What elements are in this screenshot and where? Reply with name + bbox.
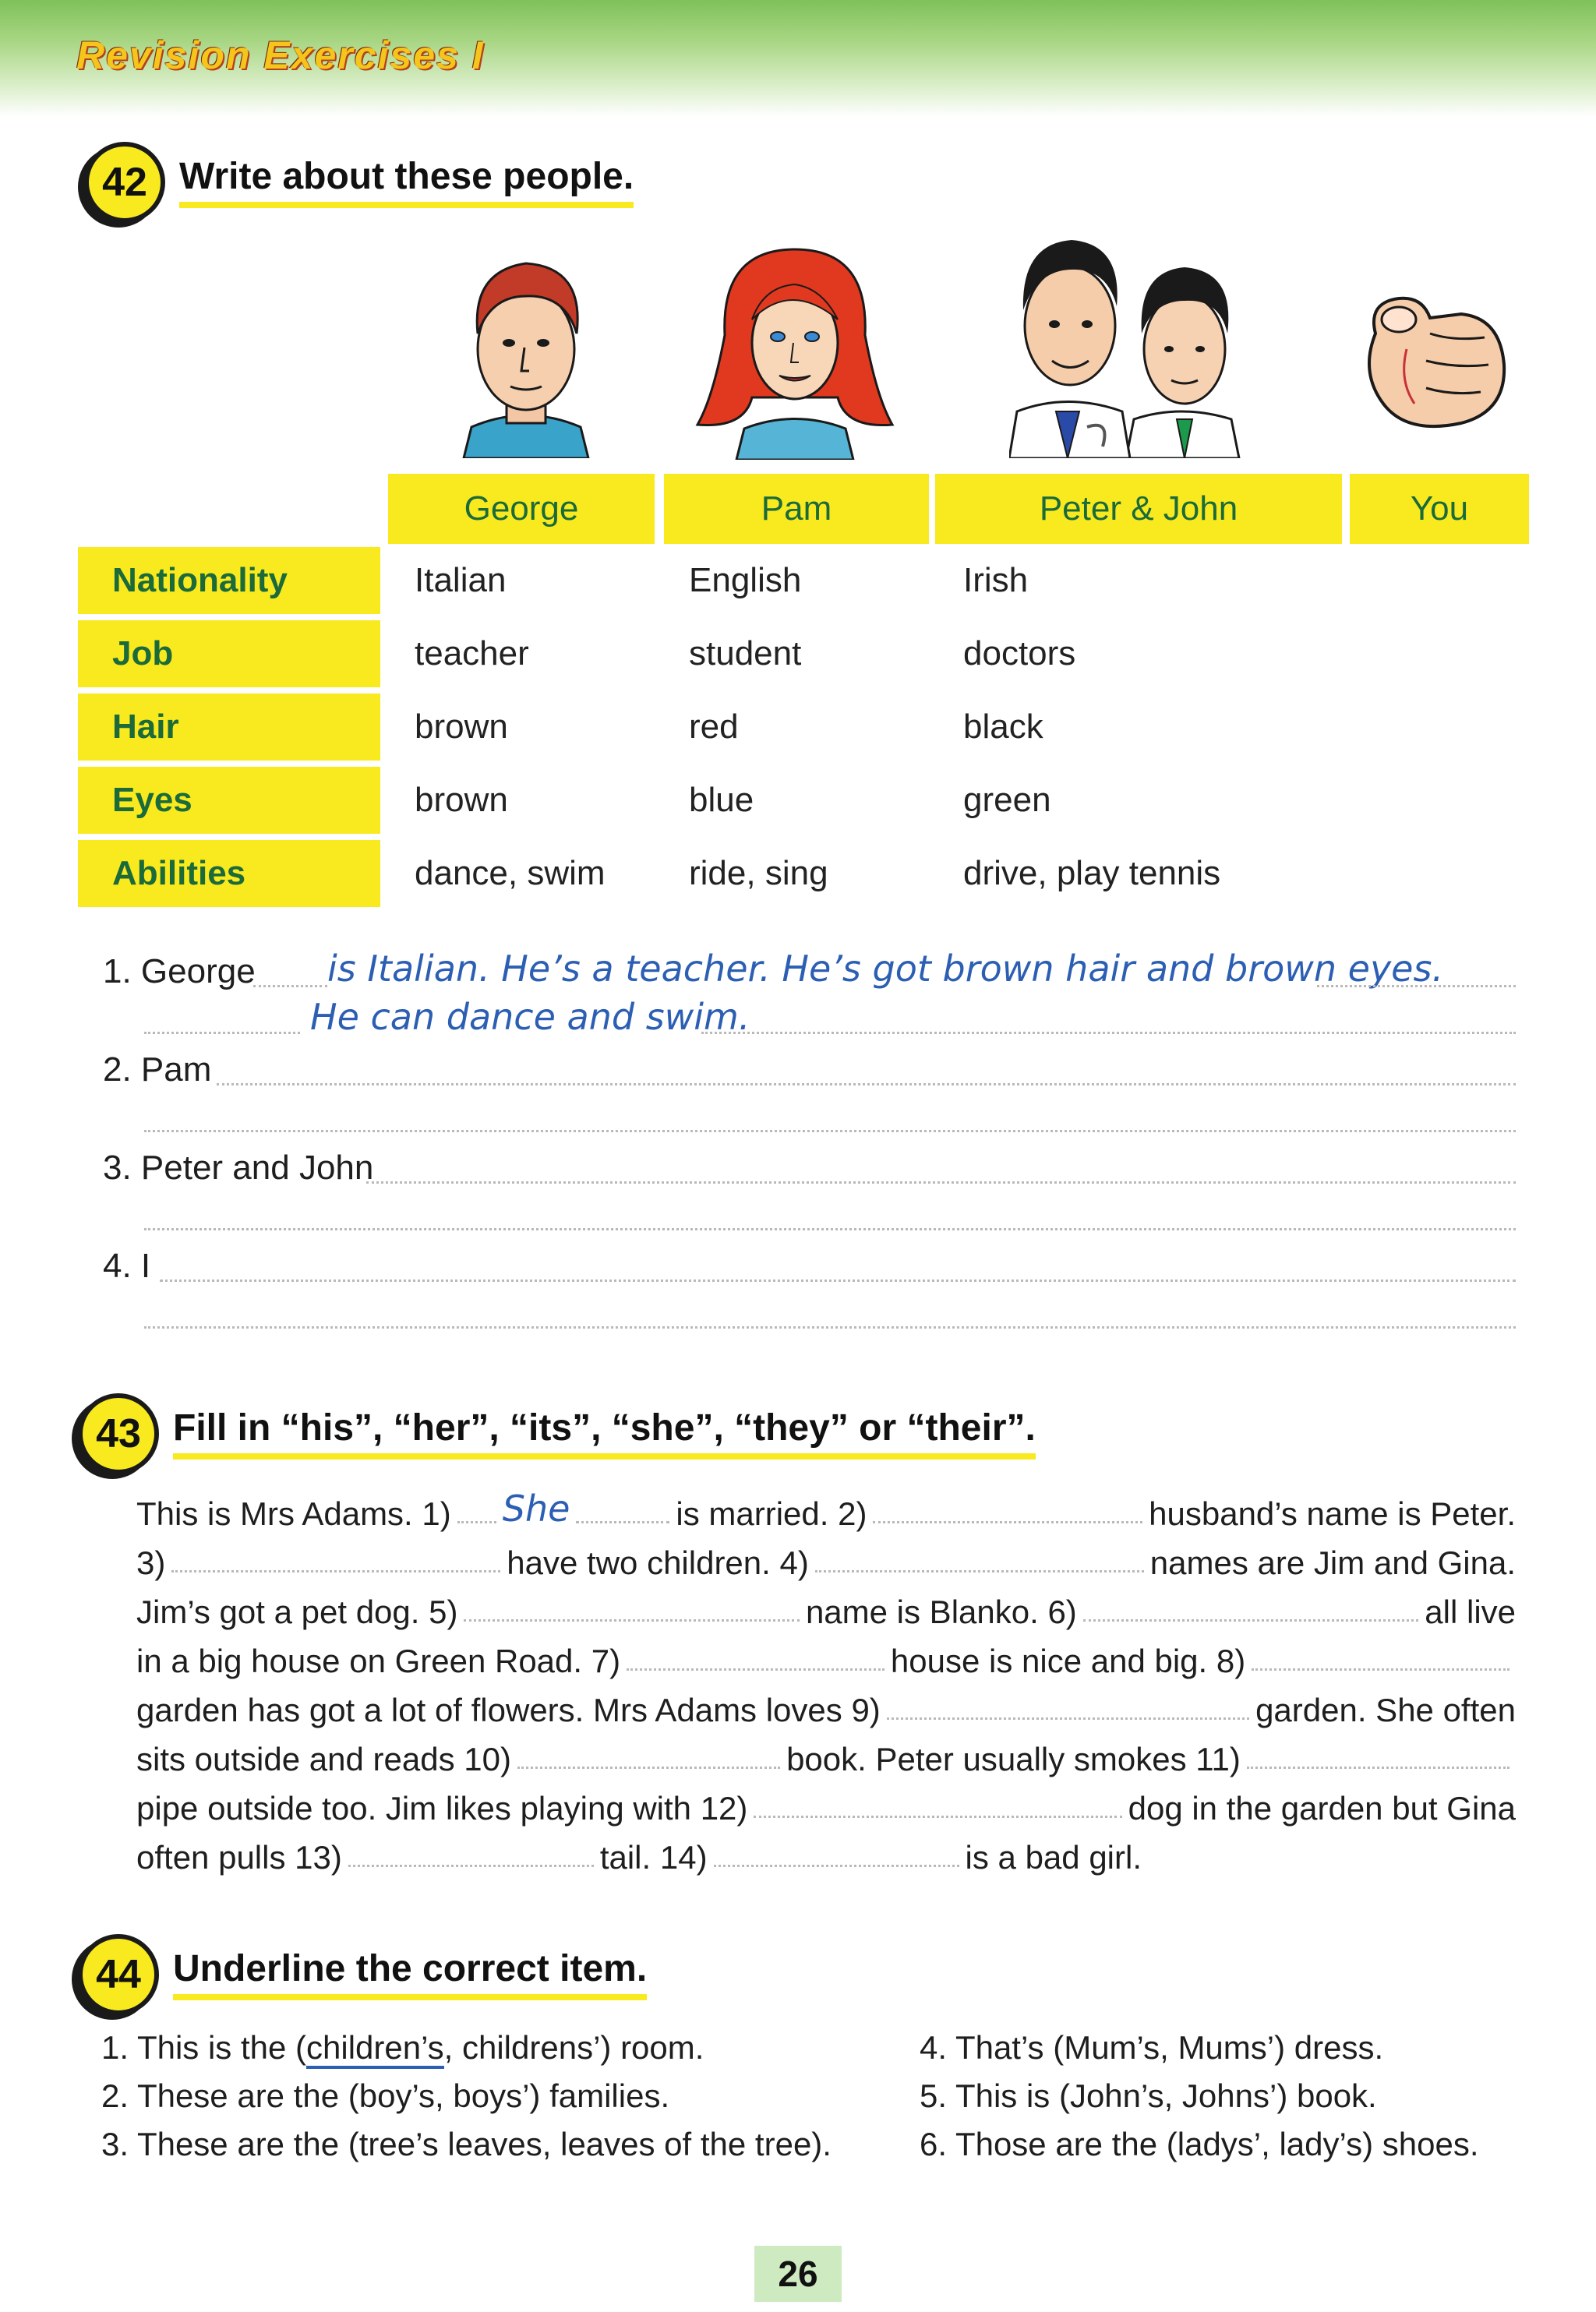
- cell-pam-eyes: blue: [689, 781, 754, 819]
- col-head-george: George: [388, 474, 655, 544]
- ex43-text: garden has got a lot of flowers. Mrs Adams loves 9): [136, 1692, 881, 1728]
- col-head-pam: Pam: [664, 474, 929, 544]
- ex44-instruction: Underline the correct item.: [173, 1949, 647, 2001]
- ex42-item-1-answer-2: He can dance and swim.: [310, 996, 750, 1038]
- cell-george-hair: brown: [415, 708, 508, 746]
- row-head-hair: Hair: [78, 694, 380, 761]
- writing-line: [144, 1326, 1516, 1329]
- cell-peter-john-eyes: green: [963, 781, 1051, 819]
- cell-george-eyes: brown: [415, 781, 508, 819]
- ex43-blank-11: [1247, 1759, 1509, 1769]
- cell-pam-nationality: English: [689, 561, 802, 599]
- writing-line: [366, 1181, 1516, 1184]
- row-head-nationality: Nationality: [78, 547, 380, 614]
- writing-line: [1317, 985, 1516, 987]
- writing-line: [253, 985, 327, 987]
- ex43-text: dog in the garden but Gina: [1128, 1790, 1516, 1827]
- ex44-item-1: [101, 2029, 704, 2067]
- ex43-line-6: [136, 1730, 1516, 1778]
- ex43-instruction: Fill in “his”, “her”, “its”, “she”, “they” or “their”.: [173, 1408, 1036, 1460]
- cell-pam-abilities: ride, sing: [689, 854, 828, 892]
- writing-line: [144, 1228, 1516, 1230]
- ex43-blank-14: [714, 1857, 959, 1867]
- ex43-line-5: [136, 1681, 1516, 1729]
- ex43-blank-6: [1083, 1611, 1419, 1622]
- ex43-text: 3): [136, 1544, 166, 1581]
- ex42-instruction: Write about these people.: [179, 157, 634, 209]
- row-head-job: Job: [78, 620, 380, 687]
- ex43-text: Jim’s got a pet dog. 5): [136, 1594, 458, 1630]
- ex44-item-1-post: , childrens’) room.: [443, 2029, 704, 2066]
- ex43-line-8: [136, 1828, 1142, 1876]
- ex43-text: is a bad girl.: [965, 1839, 1142, 1876]
- ex43-blank-9: [887, 1710, 1249, 1720]
- ex43-text: pipe outside too. Jim likes playing with 12): [136, 1790, 748, 1827]
- ex42-item-4-label: 4. I: [103, 1247, 151, 1285]
- ex43-blank-13: [348, 1857, 594, 1867]
- ex43-text: name is Blanko. 6): [805, 1594, 1077, 1630]
- cell-pam-job: student: [689, 634, 802, 672]
- ex43-blank-1-tail: [576, 1513, 669, 1523]
- col-head-you: You: [1350, 474, 1529, 544]
- george-portrait-icon: [448, 248, 604, 458]
- cell-peter-john-nationality: Irish: [963, 561, 1029, 599]
- ex42-item-3-label: 3. Peter and John: [103, 1149, 374, 1187]
- ex44-item-1-pre: 1. This is the (: [101, 2029, 306, 2066]
- ex43-text: book. Peter usually smokes 11): [786, 1741, 1241, 1777]
- ex43-blank-12: [754, 1808, 1121, 1818]
- ex43-line-3: [136, 1583, 1516, 1631]
- ex43-blank-3: [171, 1562, 500, 1573]
- ex42-item-1-answer: is Italian. He’s a teacher. He’s got brown hair and brown eyes.: [327, 948, 1444, 990]
- writing-line: [160, 1280, 1516, 1282]
- ex43-text: sits outside and reads 10): [136, 1741, 511, 1777]
- ex43-number-badge: 43: [78, 1393, 159, 1474]
- ex43-text: This is Mrs Adams. 1): [136, 1495, 451, 1532]
- ex42-title: [84, 142, 634, 223]
- cell-peter-john-job: doctors: [963, 634, 1076, 672]
- row-head-abilities: Abilities: [78, 840, 380, 907]
- cell-peter-john-abilities: drive, play tennis: [963, 854, 1221, 892]
- ex43-line-2: [136, 1534, 1516, 1582]
- ex42-number-badge: 42: [84, 142, 165, 223]
- writing-line: [144, 1032, 300, 1034]
- ex43-text: husband’s name is Peter.: [1149, 1495, 1516, 1532]
- ex43-text: is married. 2): [676, 1495, 867, 1532]
- cell-george-job: teacher: [415, 634, 529, 672]
- ex43-example-answer: She: [502, 1488, 570, 1530]
- writing-line: [701, 1032, 1516, 1034]
- ex43-line-7: [136, 1779, 1516, 1827]
- ex44-item-6: 6. Those are the (ladys’, lady’s) shoes.: [920, 2126, 1479, 2162]
- pointing-hand-icon: [1352, 287, 1516, 435]
- writing-line: [217, 1083, 1516, 1085]
- ex43-line-4: [136, 1632, 1516, 1680]
- ex43-text: tail. 14): [599, 1839, 708, 1876]
- ex43-text: have two children. 4): [507, 1544, 809, 1581]
- ex44-item-4: 4. That’s (Mum’s, Mums’) dress.: [920, 2029, 1384, 2066]
- peter-john-portrait-icon: [1009, 232, 1243, 458]
- ex43-blank-7: [627, 1661, 885, 1671]
- ex43-blank-5: [464, 1611, 800, 1622]
- ex43-text: house is nice and big. 8): [890, 1643, 1246, 1679]
- ex42-item-2-label: 2. Pam: [103, 1050, 212, 1089]
- row-head-eyes: Eyes: [78, 767, 380, 834]
- ex43-text: in a big house on Green Road. 7): [136, 1643, 621, 1679]
- ex44-item-5: 5. This is (John’s, Johns’) book.: [920, 2077, 1377, 2114]
- ex44-title: [78, 1934, 647, 2015]
- ex43-blank-4: [815, 1562, 1144, 1573]
- pam-portrait-icon: [690, 242, 900, 460]
- cell-peter-john-hair: black: [963, 708, 1043, 746]
- cell-pam-hair: red: [689, 708, 739, 746]
- ex43-title: [78, 1393, 1036, 1474]
- ex43-text: garden. She often: [1255, 1692, 1516, 1728]
- cell-george-nationality: Italian: [415, 561, 507, 599]
- running-title: Revision Exercises I: [76, 34, 485, 77]
- ex44-item-3: 3. These are the (tree’s leaves, leaves of the tree).: [101, 2126, 832, 2162]
- ex44-item-2: 2. These are the (boy’s, boys’) families.: [101, 2077, 670, 2114]
- ex43-text: often pulls 13): [136, 1839, 342, 1876]
- ex43-text: all live: [1425, 1594, 1517, 1630]
- ex43-blank-10: [517, 1759, 780, 1769]
- writing-line: [144, 1130, 1516, 1132]
- ex43-blank-1: [457, 1513, 496, 1523]
- ex43-blank-8: [1252, 1661, 1509, 1671]
- ex43-blank-2: [873, 1513, 1142, 1523]
- page-number: 26: [754, 2246, 842, 2302]
- ex43-text: names are Jim and Gina.: [1149, 1544, 1516, 1581]
- cell-george-abilities: dance, swim: [415, 854, 606, 892]
- ex44-item-1-underlined: children’s: [306, 2029, 444, 2069]
- ex43-line-1: [136, 1484, 1516, 1533]
- ex44-number-badge: 44: [78, 1934, 159, 2015]
- col-head-peter-john: Peter & John: [935, 474, 1342, 544]
- ex42-item-1-label: 1. George: [103, 952, 256, 990]
